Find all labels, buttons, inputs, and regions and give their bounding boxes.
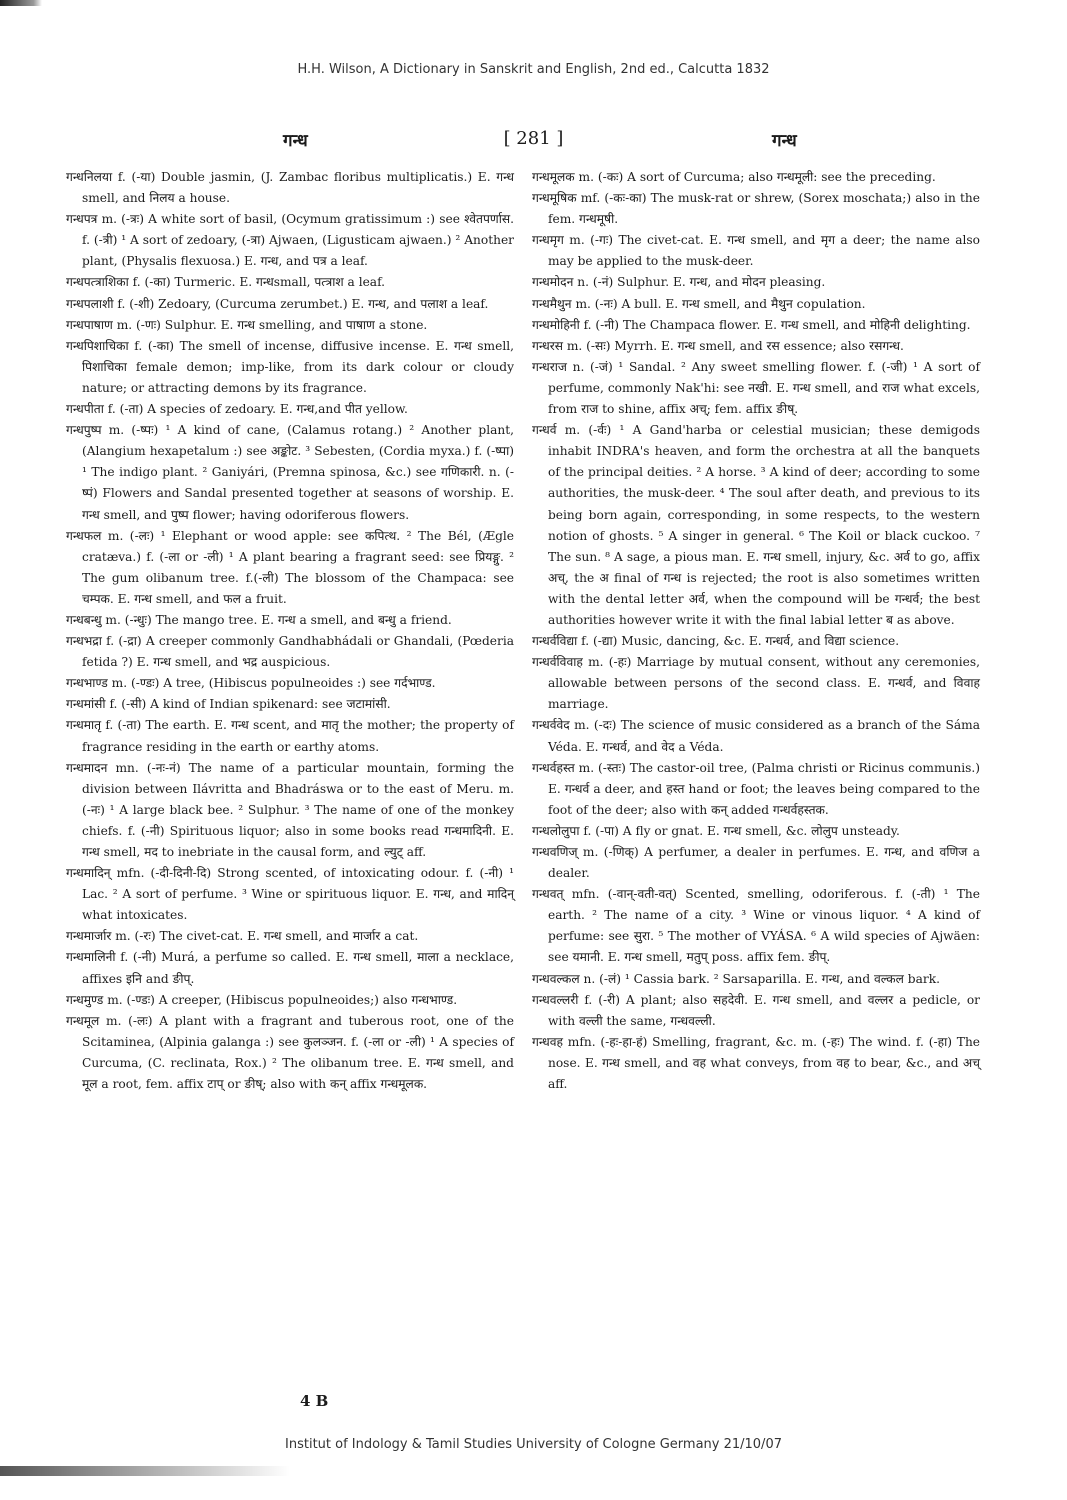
scan-mark-top [0, 0, 42, 6]
right-catchword: गन्ध [772, 131, 797, 151]
dictionary-entry: गन्धमादिन् mfn. (-दी-दिनी-दि) Strong scented, of intoxicating odour. f. (-नी) ¹ Lac. ² A sort of perfume. ³ Wine or spirituous liquor. E. गन्ध, and मादिन् what intoxicates. [66, 866, 514, 923]
right-column [532, 167, 980, 1095]
page-heading-row [0, 128, 1067, 154]
dictionary-entry: गन्धमूल m. (-लः) A plant with a fragrant and tuberous root, one of the Scitaminea, (Alpinia galanga :) see कुलञ्जन. f. (-ला or -ली) ¹ A species of Curcuma, (C. reclinata, Rox.) ² The olibanum tree. E. गन्ध smell, and मूल a root, fem. affix टाप् or ङीष्; also with कन् affix गन्धमूलक. [66, 1013, 514, 1092]
dictionary-entry: गन्धमुण्ड m. (-ण्डः) A creeper, (Hibiscus populneoides;) also गन्धभाण्ड. [66, 992, 458, 1007]
dictionary-entry: गन्धबन्धु m. (-न्धुः) The mango tree. E. गन्ध a smell, and बन्धु a friend. [66, 612, 452, 627]
dictionary-entry: गन्धफल m. (-लः) ¹ Elephant or wood apple: see कपित्थ. ² The Bél, (Ægle cratæva.) f. (-ला or -ली) ¹ A plant bearing a fragrant seed: see प्रियङ्गु. ² The gum olibanum tree. f.(-ली) The blossom of the Champaca: see चम्पक. E. गन्ध smell, and फल a fruit. [66, 528, 514, 606]
dictionary-entry: गन्धपिशाचिका f. (-का) The smell of incense, diffusive incense. E. गन्ध smell, पिशाचिका female demon; imp-like, from its dark colour or cloudy nature; or attracting demons by its fragrance. [66, 338, 514, 395]
dictionary-entry: गन्धवणिज् m. (-णिक्) A perfumer, a dealer in perfumes. E. गन्ध, and वणिज a dealer. [532, 845, 980, 881]
dictionary-entry: गन्धनिलया f. (-या) Double jasmin, (J. Zambac floribus multiplicatis.) E. गन्ध smell, and निलय a house. [66, 170, 514, 206]
dictionary-entry: गन्धमार्जार m. (-रः) The civet-cat. E. गन्ध smell, and मार्जार a cat. [66, 929, 419, 944]
dictionary-entry: गन्धवल्लरी f. (-री) A plant; also सहदेवी. E. गन्ध smell, and वल्लर a pedicle, or with वल्ली the same, गन्धवल्ली. [532, 992, 980, 1028]
dictionary-entry: गन्धपत्र m. (-त्रः) A white sort of basil, (Ocymum gratissimum :) see श्वेतपर्णास. f. (-त्री) ¹ A sort of zedoary, (-त्रा) Ajwaen, (Ligusticam ajwaen.) ² Another plant, (Physalis flexuosa.) E. गन्ध, and पत्र a leaf. [66, 212, 514, 269]
dictionary-entry: गन्धर्ववेद m. (-दः) The science of music considered as a branch of the Sáma Véda. E. गन्धर्व, and वेद a Véda. [532, 718, 980, 754]
signature-mark: 4 B [300, 1392, 329, 1410]
dictionary-entry: गन्धराज n. (-जं) ¹ Sandal. ² Any sweet smelling flower. f. (-जी) ¹ A sort of perfume, commonly Nak'hi: see नखी. E. गन्ध smell, and राज what excels, from राज to shine, affix अच्; fem. affix ङीष्. [532, 359, 980, 417]
dictionary-entry: गन्धरस m. (-सः) Myrrh. E. गन्ध smell, and रस essence; also रसगन्ध. [532, 338, 904, 353]
dictionary-entry: गन्धमैथुन m. (-नः) A bull. E. गन्ध smell, and मैथुन copulation. [532, 296, 866, 311]
dictionary-entry: गन्धमादन mn. (-नः-नं) The name of a particular mountain, forming the division between Ilávritta and Bhadráswa or to the east of Meru. m. (-नः) ¹ A large black bee. ² Sulphur. ³ The name of one of the monkey chiefs. f. (-नी) Spirituous liquor; also in some books read गन्धमादिनी. E. गन्ध smell, मद to inebriate in the causal form, and ल्युट् aff. [66, 760, 514, 859]
dictionary-entry: गन्धभद्रा f. (-द्रा) A creeper commonly Gandhabhádali or Ghandali, (Pœderia fetida ?) E. गन्ध smell, and भद्र auspicious. [66, 634, 514, 670]
dictionary-entry: गन्धपाषाण m. (-णः) Sulphur. E. गन्ध smelling, and पाषाण a stone. [66, 317, 428, 332]
dictionary-entry: गन्धवत् mfn. (-वान्-वती-वत्) Scented, smelling, odoriferous. f. (-ती) ¹ The earth. ² The name of a city. ³ Wine or vinous liquor. ⁴ A kind of perfume: see सुरा. ⁵ The mother of VYÁSA. ⁶ A wild species of Ajwäen: see यमानी. E. गन्ध smell, मतुप् poss. affix fem. ङीप्. [532, 887, 980, 965]
dictionary-entry: गन्धवह mfn. (-हः-हा-हं) Smelling, fragrant, &c. m. (-हः) The wind. f. (-हा) The nose. E. गन्ध smell, and वह what conveys, from वह to bear, &c., and अच् aff. [532, 1034, 980, 1092]
dictionary-entry: गन्धपीता f. (-ता) A species of zedoary. E. गन्ध,and पीत yellow. [66, 402, 408, 417]
dictionary-entry: गन्धपत्त्राशिका f. (-का) Turmeric. E. गन्धsmall, पत्त्राश a leaf. [66, 275, 386, 290]
dictionary-entry: गन्धर्वविवाह m. (-हः) Marriage by mutual consent, without any ceremonies, allowable between persons of the second class. E. गन्धर्व, and विवाह marriage. [532, 655, 980, 712]
dictionary-entry: गन्धर्वविद्या f. (-द्या) Music, dancing, &c. E. गन्धर्व, and विद्या science. [532, 634, 900, 649]
dictionary-entry: गन्धपलाशी f. (-शी) Zedoary, (Curcuma zerumbet.) E. गन्ध, and पलाश a leaf. [66, 296, 489, 311]
dictionary-entry: गन्धमूलक m. (-कः) A sort of Curcuma; also गन्धमूली: see the preceding. [532, 170, 936, 184]
dictionary-entry: गन्धमांसी f. (-सी) A kind of Indian spikenard: see जटामांसी. [66, 697, 391, 712]
dictionary-entry: गन्धमूषिक mf. (-कः-का) The musk-rat or shrew, (Sorex moschata;) also in the fem. गन्धमूषी. [532, 191, 980, 227]
dictionary-entry: गन्धमृग m. (-गः) The civet-cat. E. गन्ध smell, and मृग a deer; the name also may be applied to the musk-deer. [532, 233, 980, 269]
dictionary-entry: गन्धमोहिनी f. (-नी) The Champaca flower. E. गन्ध smell, and मोहिनी delighting. [532, 317, 971, 332]
left-column [66, 167, 514, 1095]
page-number: [ 281 ] [503, 128, 564, 149]
dictionary-entry: गन्धमालिनी f. (-नी) Murá, a perfume so called. E. गन्ध smell, माला a necklace, affixes इनि and ङीप्. [66, 950, 514, 986]
credit-footer: Institut of Indology & Tamil Studies University of Cologne Germany 21/10/07 [285, 1437, 782, 1452]
dictionary-entry: गन्धर्व m. (-र्वः) ¹ A Gand'harba or celestial musician; these demigods inhabit INDRA's heaven, and form the orchestra at all the banquets of the principal deities. ² A horse. ³ A kind of deer; according to some authorities, the musk-deer. ⁴ The soul after death, and previous to its being born again, corresponding, in some respects, to the western notion of ghosts. ⁵ A singer in general. ⁶ The Koil or black cuckoo. ⁷ The sun. ⁸ A sage, a pious man. E. गन्ध smell, injury, &c. अर्व to go, affix अच्, the अ final of गन्ध is rejected; the root is also sometimes written with the dental letter अर्व, when the compound will be गन्धर्व; the best authorities however write it with the final labial letter ब as above. [532, 423, 980, 627]
dictionary-entry: गन्धभाण्ड m. (-ण्डः) A tree, (Hibiscus populneoides :) see गर्दभाण्ड. [66, 676, 436, 691]
citation-header: H.H. Wilson, A Dictionary in Sanskrit and English, 2nd ed., Calcutta 1832 [297, 62, 770, 77]
dictionary-entry: गन्धवल्कल n. (-लं) ¹ Cassia bark. ² Sarsaparilla. E. गन्ध, and वल्कल bark. [532, 971, 940, 986]
dictionary-entry: गन्धलोलुपा f. (-पा) A fly or gnat. E. गन्ध smell, &c. लोलुप unsteady. [532, 823, 900, 838]
dictionary-entry: गन्धर्वहस्त m. (-स्तः) The castor-oil tree, (Palma christi or Ricinus communis.) E. गन्धर्व a deer, and हस्त hand or foot; the leaves being compared to the foot of the deer; also with कन् added गन्धर्वहस्तक. [532, 760, 980, 817]
dictionary-entry: गन्धपुष्प m. (-ष्पः) ¹ A kind of cane, (Calamus rotang.) ² Another plant, (Alangium hexapetalum :) see अङ्कोट. ³ Sebesten, (Cordia myxa.) f. (-ष्पा) ¹ The indigo plant. ² Ganiyári, (Premna spinosa, &c.) see गणिकारी. n. (-ष्पं) Flowers and Sandal presented together at seasons of worship. E. गन्ध smell, and पुष्प flower; having odoriferous flowers. [66, 423, 514, 522]
scan-mark-bottom [0, 1466, 290, 1476]
left-catchword: गन्ध [283, 131, 308, 151]
dictionary-entry: गन्धमोदन n. (-नं) Sulphur. E. गन्ध, and मोदन pleasing. [532, 275, 826, 290]
dictionary-entry: गन्धमातृ f. (-ता) The earth. E. गन्ध scent, and मातृ the mother; the property of fragrance residing in the earth or earthy atoms. [66, 718, 514, 754]
